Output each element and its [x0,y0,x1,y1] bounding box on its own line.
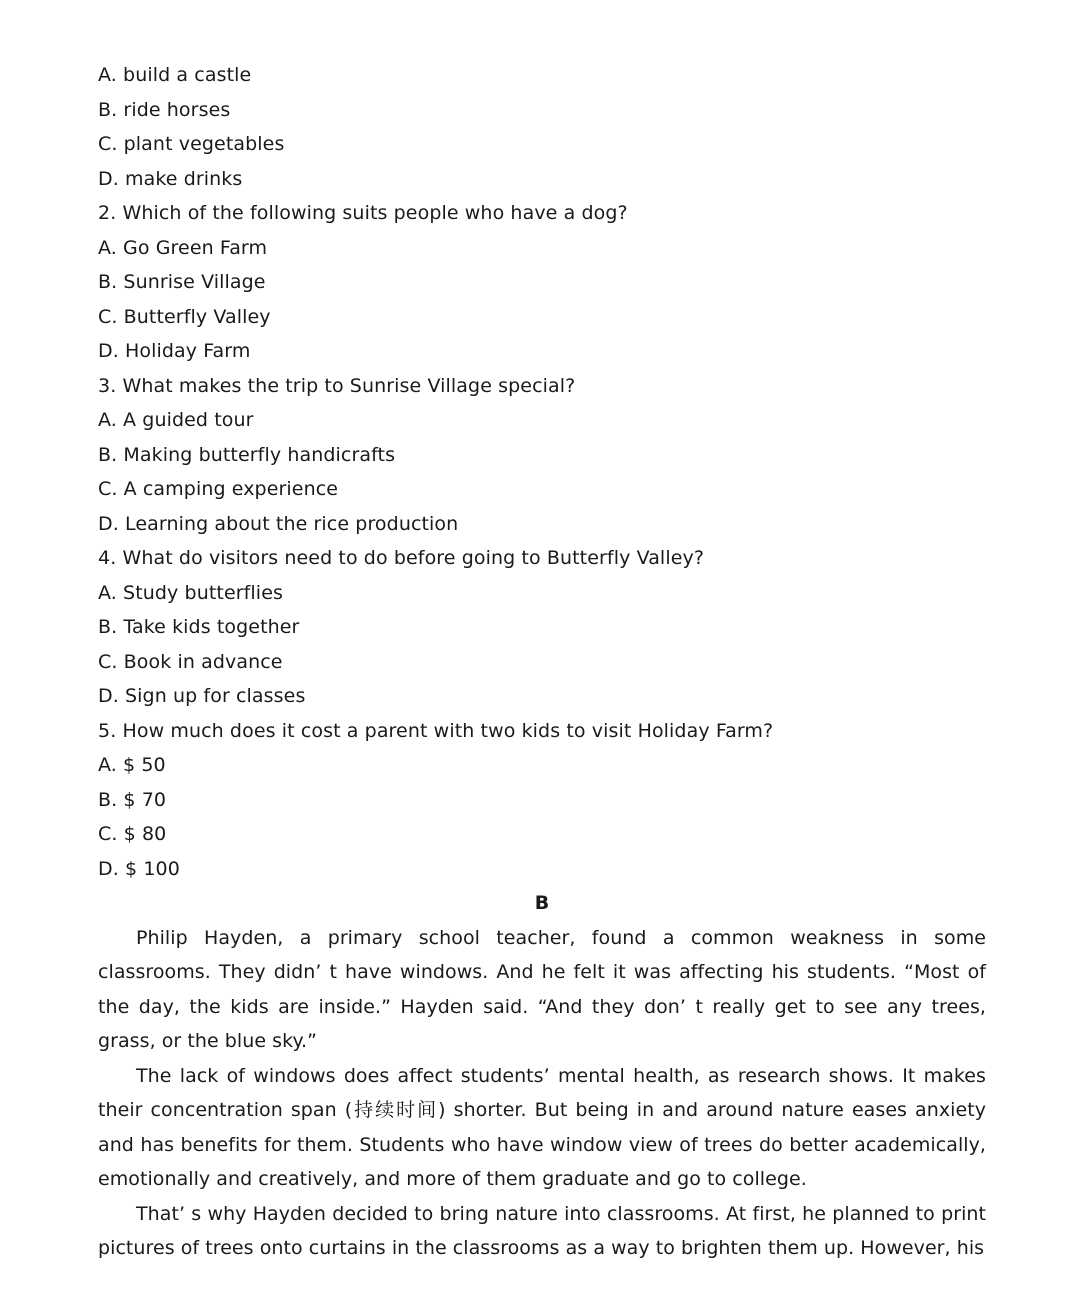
q2-option-a: A. Go Green Farm [98,236,268,259]
q2-stem: 2. Which of the following suits people who have a dog? [98,202,628,224]
exam-page [98,58,986,1266]
question-4 [98,541,986,714]
q5-option-b: B. $ 70 [98,788,167,811]
passage-b-body [98,921,986,1266]
passage-b-title: B [534,892,550,914]
question-3 [98,369,986,542]
q4-stem: 4. What do visitors need to do before going to Butterfly Valley? [98,547,705,569]
q4-option-b: B. Take kids together [98,616,300,638]
q5-option-c: C. $ 80 [98,823,167,845]
q4-option-a: A. Study butterflies [98,581,283,604]
q5-stem: 5. How much does it cost a parent with two kids to visit Holiday Farm? [98,719,774,742]
q2-option-d: D. Holiday Farm [98,340,251,362]
q1-option-a: A. build a castle [98,64,252,86]
question-1-options [98,58,986,196]
passage-b-paragraph-2: The lack of windows does affect students’ mental health, as research shows. It makes their concentration span (持续时间) shorter. But being in and around nature eases anxiety and has benefits for them. Students who have window view of trees do better academically, emotionally and creatively, and more of them graduate and go to college. [98,1064,986,1190]
q2-option-b: B. Sunrise Village [98,271,266,293]
q4-option-c: C. Book in advance [98,650,283,673]
passage-b-paragraph-3: That’ s why Hayden decided to bring nature into classrooms. At first, he planned to print pictures of trees onto curtains in the classrooms as a way to brighten them up. However, his [98,1202,986,1259]
q5-option-d: D. $ 100 [98,857,180,880]
q4-option-d: D. Sign up for classes [98,685,306,707]
q5-option-a: A. $ 50 [98,754,166,776]
q3-option-b: B. Making butterfly handicrafts [98,443,396,466]
q2-option-c: C. Butterfly Valley [98,305,271,328]
q3-option-a: A. A guided tour [98,409,254,431]
q3-stem: 3. What makes the trip to Sunrise Village special? [98,374,576,397]
question-2 [98,196,986,369]
q3-option-c: C. A camping experience [98,478,339,500]
q3-option-d: D. Learning about the rice production [98,512,459,535]
question-5 [98,714,986,887]
q1-option-b: B. ride horses [98,98,231,121]
passage-b-paragraph-1: Philip Hayden, a primary school teacher, found a common weakness in some classrooms. They didn’ t have windows. And he felt it was affecting his students. “Most of the day, the kids are inside.” Hayden said. “And they don’ t really get to see any trees, grass, or the blue sky.” [98,926,986,1052]
q1-option-d: D. make drinks [98,167,243,190]
q1-option-c: C. plant vegetables [98,133,285,155]
